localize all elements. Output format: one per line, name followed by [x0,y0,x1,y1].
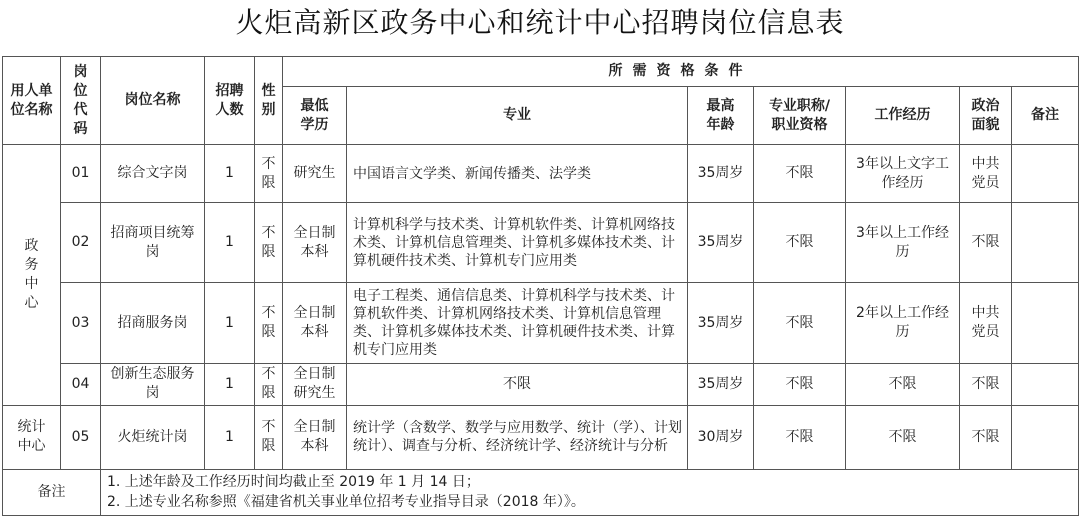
politics-cell: 不限 [960,203,1012,283]
education-cell: 全日制本科 [283,405,347,469]
remarks-cell [1012,283,1079,363]
header-major: 专业 [347,87,688,145]
count-cell: 1 [205,145,255,203]
experience-cell: 3年以上工作经历 [846,203,960,283]
education-cell: 全日制本科 [283,283,347,363]
experience-cell: 不限 [846,363,960,405]
name-cell: 火炬统计岗 [101,405,205,469]
header-name: 岗位名称 [101,57,205,145]
education-cell: 全日制研究生 [283,363,347,405]
remarks-cell [1012,363,1079,405]
count-cell: 1 [205,363,255,405]
experience-cell: 3年以上文字工作经历 [846,145,960,203]
gender-cell: 不限 [255,145,283,203]
cert-cell: 不限 [754,363,846,405]
header-experience: 工作经历 [846,87,960,145]
politics-cell: 不限 [960,405,1012,469]
remarks-cell [1012,145,1079,203]
cert-cell: 不限 [754,203,846,283]
header-code: 岗位代码 [61,57,101,145]
notes-cell [101,469,1079,515]
age-cell: 35周岁 [688,363,754,405]
table-row [3,145,1079,203]
age-cell: 30周岁 [688,405,754,469]
header-count: 招聘人数 [205,57,255,145]
gender-cell: 不限 [255,363,283,405]
note-item: 2. 上述专业名称参照《福建省机关事业单位招考专业指导目录（2018 年）》。 [107,494,585,511]
code-cell: 04 [61,363,101,405]
politics-cell: 不限 [960,363,1012,405]
count-cell: 1 [205,283,255,363]
major-cell: 统计学（含数学、数学与应用数学、统计（学）、计划统计）、调查与分析、经济统计学、经济统计与分析 [347,405,688,469]
header-remarks: 备注 [1012,87,1079,145]
name-cell: 招商项目统筹岗 [101,203,205,283]
header-unit: 用人单位名称 [3,57,61,145]
table-row [3,363,1079,405]
note-item: 1. 上述年龄及工作经历时间均截止至 2019 年 1 月 14 日； [107,474,480,491]
remarks-cell [1012,203,1079,283]
header-requirements: 所需资格条件 [283,57,1079,87]
code-cell: 02 [61,203,101,283]
header-politics: 政治面貌 [960,87,1012,145]
education-cell: 研究生 [283,145,347,203]
notes-label: 备注 [3,469,101,515]
name-cell: 综合文字岗 [101,145,205,203]
table-row [3,283,1079,363]
count-cell: 1 [205,203,255,283]
experience-cell: 不限 [846,405,960,469]
age-cell: 35周岁 [688,145,754,203]
header-gender: 性别 [255,57,283,145]
gender-cell: 不限 [255,405,283,469]
major-cell: 不限 [347,363,688,405]
table-row [3,405,1079,469]
header-cert: 专业职称/职业资格 [754,87,846,145]
name-cell: 创新生态服务岗 [101,363,205,405]
gender-cell: 不限 [255,283,283,363]
count-cell: 1 [205,405,255,469]
header-education: 最低学历 [283,87,347,145]
remarks-cell [1012,405,1079,469]
table-row [3,203,1079,283]
major-cell: 电子工程类、通信信息类、计算机科学与技术类、计算机软件类、计算机网络技术类、计算机信息管理类、计算机多媒体技术类、计算机硬件技术类、计算机专门应用类 [347,283,688,363]
notes-row [3,469,1079,515]
education-cell: 全日制本科 [283,203,347,283]
major-cell: 计算机科学与技术类、计算机软件类、计算机网络技术类、计算机信息管理类、计算机多媒体技术类、计算机硬件技术类、计算机专门应用类 [347,203,688,283]
politics-cell: 中共党员 [960,283,1012,363]
gender-cell: 不限 [255,203,283,283]
code-cell: 01 [61,145,101,203]
major-cell: 中国语言文学类、新闻传播类、法学类 [347,145,688,203]
cert-cell: 不限 [754,283,846,363]
unit-cell: 统计中心 [3,405,61,469]
cert-cell: 不限 [754,145,846,203]
age-cell: 35周岁 [688,203,754,283]
experience-cell: 2年以上工作经历 [846,283,960,363]
age-cell: 35周岁 [688,283,754,363]
politics-cell: 中共党员 [960,145,1012,203]
cert-cell: 不限 [754,405,846,469]
name-cell: 招商服务岗 [101,283,205,363]
page-title: 火炬高新区政务中心和统计中心招聘岗位信息表 [235,6,845,39]
header-row-1 [3,57,1079,87]
code-cell: 05 [61,405,101,469]
code-cell: 03 [61,283,101,363]
unit-cell: 政务中心 [3,145,61,406]
header-age: 最高年龄 [688,87,754,145]
recruitment-table [2,56,1079,516]
